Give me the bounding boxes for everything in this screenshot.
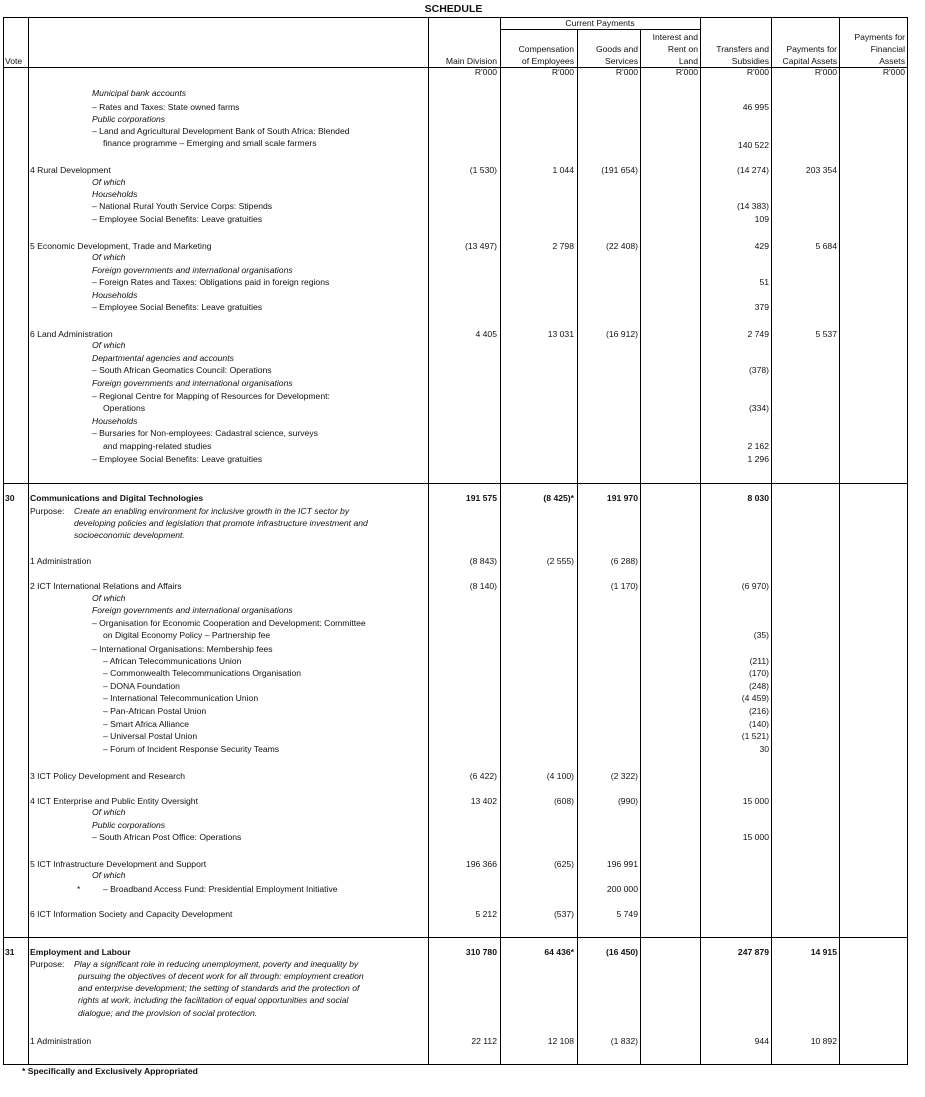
purpose-label: Purpose: (30, 506, 65, 516)
cell-md: 191 575 (465, 493, 497, 503)
row-label: dialogue; and the provision of social protection. (78, 1008, 258, 1018)
header-capital-1: Payments for (786, 44, 837, 54)
row-label: – Land and Agricultural Development Bank of South Africa: Blended (92, 126, 350, 136)
cell-tr: 2 162 (747, 441, 769, 451)
header-financial-1: Payments for (854, 32, 905, 42)
cell-gs: (6 288) (610, 556, 638, 566)
cell-gs: (191 654) (601, 165, 638, 175)
row-label: – Organisation for Economic Cooperation and Development: Committee (92, 618, 366, 628)
row-label: Households (92, 290, 138, 300)
cell-ca: 203 354 (805, 165, 837, 175)
header-transfers-1: Transfers and (716, 44, 769, 54)
row-label: – Pan-African Postal Union (103, 706, 207, 716)
cell-gs: (16 912) (605, 329, 638, 339)
row-label: – Employee Social Benefits: Leave gratuities (92, 214, 263, 224)
row-label: Foreign governments and international organisations (92, 378, 293, 388)
row-label: Foreign governments and international organisations (92, 605, 293, 615)
cell-md: 310 780 (465, 947, 497, 957)
row-label: – Regional Centre for Mapping of Resources for Development: (92, 391, 330, 401)
unit-financial: R'000 (882, 67, 905, 77)
cell-md: (8 140) (469, 581, 497, 591)
appropriation-star: * (77, 884, 81, 894)
cell-tr: (1 521) (741, 731, 769, 741)
row-label: – Employee Social Benefits: Leave gratuities (92, 454, 263, 464)
cell-tr: (14 274) (736, 165, 769, 175)
header-vote: Vote (5, 56, 23, 66)
cell-tr: 109 (754, 214, 769, 224)
row-label: – DONA Foundation (103, 681, 180, 691)
row-label: – African Telecommunications Union (103, 656, 242, 666)
row-label: pursuing the objectives of decent work for all through: employment creation (78, 971, 364, 981)
cell-tr: 2 749 (747, 329, 769, 339)
cell-tr: 944 (754, 1036, 769, 1046)
cell-gs: (1 170) (610, 581, 638, 591)
header-compensation-1: Compensation (518, 44, 574, 54)
cell-tr: 1 296 (747, 454, 769, 464)
cell-gs: (22 408) (605, 241, 638, 251)
cell-tr: (4 459) (741, 693, 769, 703)
row-label: Of which (92, 870, 126, 880)
header-capital-2: Capital Assets (782, 56, 837, 66)
row-label: 1 Administration (30, 1036, 92, 1046)
row-label: Of which (92, 807, 126, 817)
header-compensation-2: of Employees (521, 56, 574, 66)
row-label: on Digital Economy Policy – Partnership fee (103, 630, 271, 640)
cell-md: 22 112 (471, 1036, 497, 1046)
cell-md: 13 402 (470, 796, 497, 806)
cell-tr: 379 (754, 302, 769, 312)
row-label: rights at work, including the facilitation of equal opportunities and social (78, 995, 349, 1005)
cell-ce: 64 436* (544, 947, 574, 957)
footnote: * Specifically and Exclusively Appropriated (22, 1066, 198, 1076)
row-label: – Forum of Incident Response Security Teams (103, 744, 280, 754)
row-label: – Employee Social Benefits: Leave gratuities (92, 302, 263, 312)
row-label: Public corporations (92, 820, 166, 830)
unit-capital: R'000 (814, 67, 837, 77)
cell-md: 4 405 (475, 329, 497, 339)
cell-tr: (6 970) (741, 581, 769, 591)
cell-md: (8 843) (469, 556, 497, 566)
row-label: – International Organisations: Membership fees (92, 644, 273, 654)
row-label: Of which (92, 593, 126, 603)
unit-main-division: R'000 (474, 67, 497, 77)
cell-md: (1 530) (469, 165, 497, 175)
cell-ce: 2 798 (552, 241, 574, 251)
header-financial-2: Financial (870, 44, 905, 54)
cell-tr: 8 030 (747, 493, 769, 503)
cell-gs: 191 970 (606, 493, 638, 503)
row-label: Play a significant role in reducing unemployment, poverty and inequality by (74, 959, 359, 969)
row-label: Of which (92, 340, 126, 350)
row-label: Create an enabling environment for inclusive growth in the ICT sector by (74, 506, 350, 516)
page-title: SCHEDULE (424, 3, 483, 15)
cell-tr: (378) (748, 365, 769, 375)
unit-goods: R'000 (615, 67, 638, 77)
row-label: Departmental agencies and accounts (92, 353, 234, 363)
header-interest-3: Land (678, 56, 698, 66)
row-label: and mapping-related studies (103, 441, 212, 451)
row-label: finance programme – Emerging and small scale farmers (103, 138, 317, 148)
cell-tr: (14 383) (736, 201, 769, 211)
row-label: – National Rural Youth Service Corps: Stipends (92, 201, 273, 211)
cell-tr: (334) (748, 403, 769, 413)
header-transfers-2: Subsidies (731, 56, 769, 66)
cell-gs: (16 450) (605, 947, 638, 957)
row-label: socioeconomic development. (74, 530, 185, 540)
row-label: Communications and Digital Technologies (30, 493, 204, 503)
row-label: Of which (92, 252, 126, 262)
cell-gs: 196 991 (606, 859, 638, 869)
row-label: and enterprise development; the setting of standards and the protection of (78, 983, 360, 993)
cell-ca: 14 915 (810, 947, 837, 957)
row-label: 4 Rural Development (30, 165, 111, 175)
cell-ce: 12 108 (547, 1036, 574, 1046)
header-interest-2: Rent on (667, 44, 698, 54)
cell-tr: (35) (753, 630, 769, 640)
row-label: 5 Economic Development, Trade and Marketing (30, 241, 212, 251)
cell-ce: (608) (553, 796, 574, 806)
cell-tr: 140 522 (737, 140, 769, 150)
cell-ca: 5 537 (815, 329, 837, 339)
cell-ca: 5 684 (815, 241, 837, 251)
cell-tr: (216) (748, 706, 769, 716)
unit-transfers: R'000 (746, 67, 769, 77)
cell-ce: (2 555) (546, 556, 574, 566)
row-label: 4 ICT Enterprise and Public Entity Oversight (30, 796, 198, 806)
row-label: – Broadband Access Fund: Presidential Employment Initiative (103, 884, 338, 894)
row-label: 1 Administration (30, 556, 92, 566)
row-label: Households (92, 416, 138, 426)
header-goods-1: Goods and (595, 44, 638, 54)
row-label: Households (92, 189, 138, 199)
unit-compensation: R'000 (551, 67, 574, 77)
row-label: Municipal bank accounts (92, 88, 187, 98)
row-label: 6 ICT Information Society and Capacity Development (30, 909, 233, 919)
row-label: 3 ICT Policy Development and Research (30, 771, 186, 781)
header-main-division: Main Division (445, 56, 497, 66)
row-label: Employment and Labour (30, 947, 131, 957)
cell-ce: (4 100) (546, 771, 574, 781)
row-label: – South African Geomatics Council: Operations (92, 365, 272, 375)
row-label: 2 ICT International Relations and Affairs (30, 581, 182, 591)
cell-ca: 10 892 (810, 1036, 837, 1046)
row-label: – Smart Africa Alliance (103, 719, 189, 729)
row-label: – International Telecommunication Union (103, 693, 259, 703)
row-label: – Commonwealth Telecommunications Organisation (103, 668, 302, 678)
vote-number: 30 (5, 493, 15, 503)
row-label: – South African Post Office: Operations (92, 832, 242, 842)
cell-tr: (140) (748, 719, 769, 729)
row-label: Operations (103, 403, 146, 413)
cell-gs: (2 322) (610, 771, 638, 781)
cell-ce: (537) (553, 909, 574, 919)
row-label: 5 ICT Infrastructure Development and Support (30, 859, 207, 869)
cell-gs: 5 749 (616, 909, 638, 919)
row-label: – Foreign Rates and Taxes: Obligations paid in foreign regions (92, 277, 330, 287)
cell-md: 196 366 (465, 859, 497, 869)
purpose-label: Purpose: (30, 959, 65, 969)
cell-tr: (170) (748, 668, 769, 678)
cell-ce: (8 425)* (543, 493, 574, 503)
header-current-payments: Current Payments (565, 18, 635, 28)
header-goods-2: Services (605, 56, 638, 66)
cell-ce: (625) (553, 859, 574, 869)
row-label: Public corporations (92, 114, 166, 124)
row-label: Foreign governments and international organisations (92, 265, 293, 275)
cell-tr: 51 (759, 277, 769, 287)
cell-tr: 15 000 (742, 832, 769, 842)
vote-number: 31 (5, 947, 15, 957)
cell-md: (13 497) (464, 241, 497, 251)
cell-tr: 247 879 (737, 947, 769, 957)
row-label: developing policies and legislation that promote infrastructure investment and (74, 518, 368, 528)
cell-tr: (248) (748, 681, 769, 691)
cell-tr: 46 995 (742, 102, 769, 112)
cell-md: 5 212 (475, 909, 497, 919)
unit-interest: R'000 (675, 67, 698, 77)
cell-tr: 30 (759, 744, 769, 754)
row-label: Of which (92, 177, 126, 187)
cell-gs: (1 832) (610, 1036, 638, 1046)
cell-gs: 200 000 (606, 884, 638, 894)
cell-tr: 15 000 (742, 796, 769, 806)
header-financial-3: Assets (879, 56, 905, 66)
row-label: – Universal Postal Union (103, 731, 198, 741)
row-label: – Bursaries for Non-employees: Cadastral science, surveys (92, 428, 318, 438)
row-label: 6 Land Administration (30, 329, 113, 339)
cell-tr: (211) (749, 656, 769, 666)
cell-ce: 13 031 (547, 329, 574, 339)
header-interest-1: Interest and (652, 32, 698, 42)
row-label: – Rates and Taxes: State owned farms (92, 102, 240, 112)
cell-md: (6 422) (469, 771, 497, 781)
cell-tr: 429 (754, 241, 769, 251)
cell-ce: 1 044 (552, 165, 574, 175)
cell-gs: (990) (617, 796, 638, 806)
